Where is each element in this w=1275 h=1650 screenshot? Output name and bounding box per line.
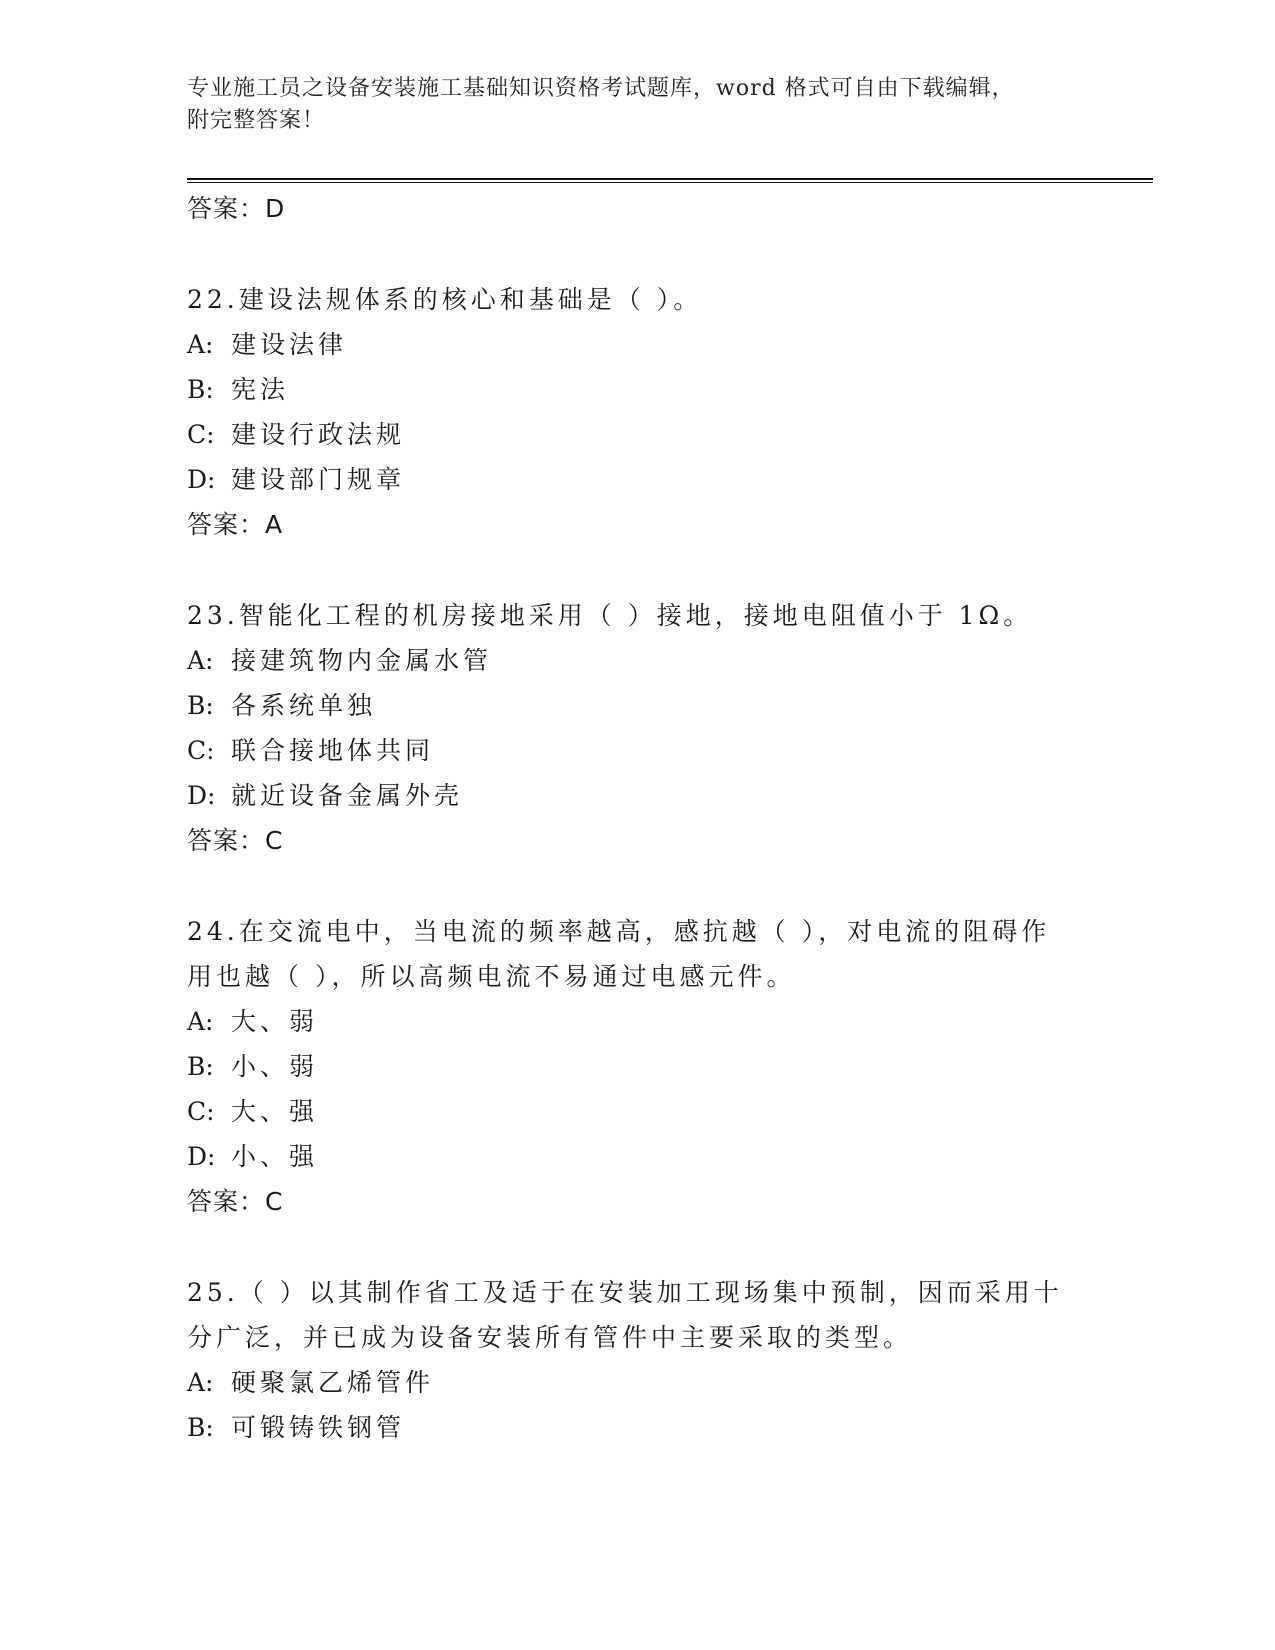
- option-text: 宪法: [231, 375, 290, 404]
- document-header: [187, 73, 1067, 137]
- option-label: C:: [187, 1097, 215, 1126]
- option-label: D:: [187, 1142, 216, 1171]
- question-24: [187, 909, 1087, 1224]
- option-text: 各系统单独: [231, 691, 377, 720]
- option-label: A:: [187, 646, 214, 675]
- option-label: A:: [187, 330, 214, 359]
- option-text: 就近设备金属外壳: [231, 781, 464, 810]
- question-text: 24.在交流电中，当电流的频率越高，感抗越（ ），对电流的阻碍作: [187, 917, 1051, 946]
- option-a: [187, 322, 1087, 367]
- question-text: 23.智能化工程的机房接地采用（ ）接地，接地电阻值小于 1Ω。: [187, 601, 1033, 630]
- option-b: [187, 1405, 1087, 1450]
- question-text-continued: 用也越（ ），所以高频电流不易通过电感元件。: [187, 962, 796, 991]
- option-text: 小、弱: [231, 1052, 319, 1081]
- option-text: 建设行政法规: [231, 420, 406, 449]
- option-label: B:: [187, 691, 214, 720]
- option-a: [187, 638, 1087, 683]
- option-text: 硬聚氯乙烯管件: [231, 1368, 435, 1397]
- option-label: B:: [187, 375, 214, 404]
- option-text: 建设部门规章: [231, 465, 406, 494]
- option-label: B:: [187, 1413, 214, 1442]
- option-b: [187, 1044, 1087, 1089]
- previous-answer: 答案：D: [187, 194, 286, 223]
- option-d: [187, 773, 1087, 818]
- header-line-1: 专业施工员之设备安装施工基础知识资格考试题库，word 格式可自由下载编辑，: [187, 76, 1015, 101]
- option-label: B:: [187, 1052, 214, 1081]
- option-text: 联合接地体共同: [231, 736, 435, 765]
- option-label: A:: [187, 1368, 214, 1397]
- option-text: 建设法律: [231, 330, 348, 359]
- option-label: D:: [187, 465, 216, 494]
- option-label: C:: [187, 736, 215, 765]
- option-label: C:: [187, 420, 215, 449]
- spacer: [187, 1224, 1087, 1270]
- question-text-continued: 分广泛，并已成为设备安装所有管件中主要采取的类型。: [187, 1323, 913, 1352]
- header-divider: [187, 178, 1153, 183]
- spacer: [187, 547, 1087, 593]
- answer: 答案：C: [187, 1187, 284, 1216]
- question-list: [187, 186, 1087, 1450]
- spacer: [187, 231, 1087, 277]
- question-22: [187, 277, 1087, 547]
- answer: 答案：A: [187, 510, 284, 539]
- option-label: D:: [187, 781, 216, 810]
- option-b: [187, 683, 1087, 728]
- option-d: [187, 457, 1087, 502]
- option-text: 可锻铸铁钢管: [231, 1413, 406, 1442]
- option-text: 接建筑物内金属水管: [231, 646, 493, 675]
- option-c: [187, 1089, 1087, 1134]
- question-23: [187, 593, 1087, 863]
- option-b: [187, 367, 1087, 412]
- option-text: 大、强: [231, 1097, 319, 1126]
- header-line-2: 附完整答案！: [187, 108, 326, 133]
- option-d: [187, 1134, 1087, 1179]
- spacer: [187, 863, 1087, 909]
- option-a: [187, 999, 1087, 1044]
- option-label: A:: [187, 1007, 214, 1036]
- answer: 答案：C: [187, 826, 284, 855]
- option-c: [187, 412, 1087, 457]
- question-text: 25.（ ）以其制作省工及适于在安装加工现场集中预制，因而采用十: [187, 1278, 1063, 1307]
- question-25: [187, 1270, 1087, 1450]
- option-c: [187, 728, 1087, 773]
- question-text: 22.建设法规体系的核心和基础是（ ）。: [187, 285, 703, 314]
- option-text: 小、强: [231, 1142, 319, 1171]
- option-a: [187, 1360, 1087, 1405]
- option-text: 大、弱: [231, 1007, 319, 1036]
